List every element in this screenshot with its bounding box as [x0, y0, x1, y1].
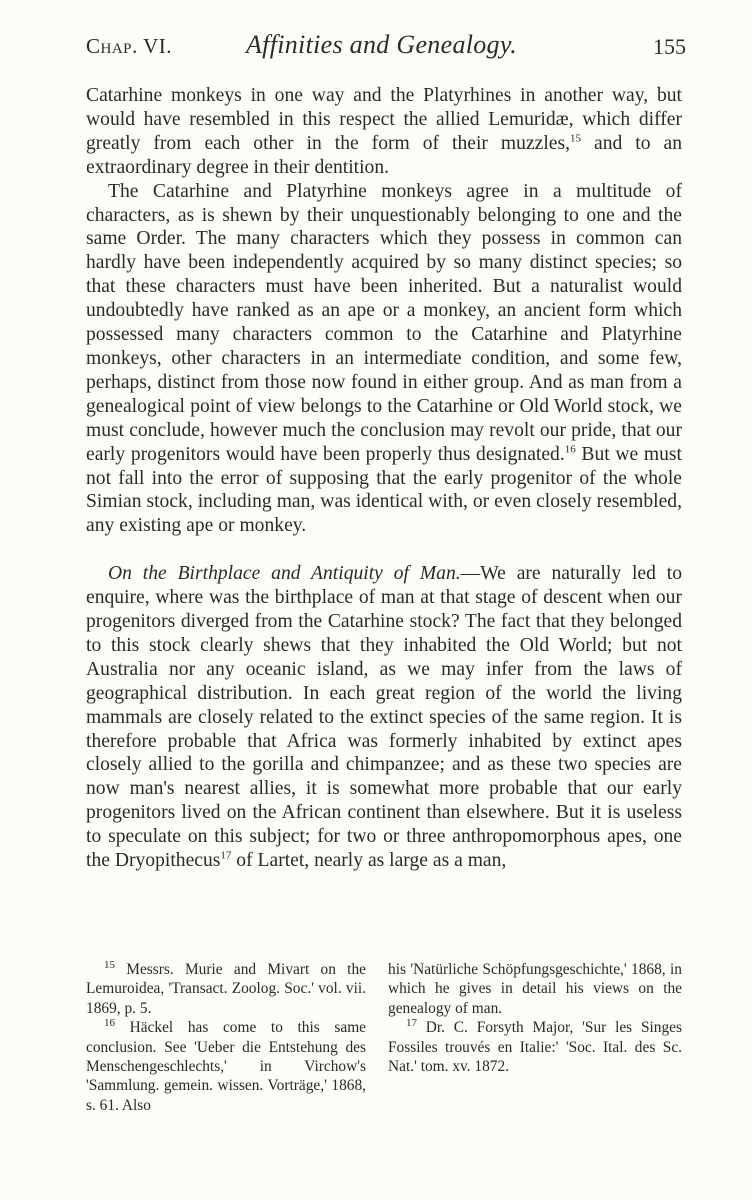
footnote-16-text: Häckel has come to this same conclusion. See 'Ueber die Entstehung des Menschengeschlechts,' in Virchow's 'Sammlung. gemein. wissen. Vorträge,' 1868, s. 61. Also: [86, 1019, 366, 1114]
paragraph-1: [86, 84, 682, 180]
paragraph-3-tail: of Lartet, nearly as large as a man,: [231, 850, 507, 872]
running-title: Affinities and Genealogy.: [246, 30, 518, 59]
footnote-16-continued: [388, 960, 682, 1018]
footnote-17: [388, 1018, 682, 1076]
footnote-ref-15: 15: [570, 132, 582, 145]
paragraph-3-text: —We are naturally led to enquire, where was the birthplace of man at that stage of descent when our progenitors diverged from the Catarhine stock? The fact that they belonged to this stock clearly shews that they inhabited the Old World; but not Australia nor any oceanic island, as we may infer from the laws of geographical distribution. In each great region of the world the living mammals are closely related to the extinct species of the same region. It is therefore probable that Africa was formerly inhabited by extinct apes closely allied to the gorilla and chimpanzee; and as these two species are now man's nearest allies, it is somewhat more probable that our early progenitors lived on the African continent than elsewhere. But it is useless to speculate on this subject; for two or three anthropomorphous apes, one the Dryopithecus: [86, 563, 683, 872]
footnote-ref-17: 17: [220, 849, 232, 862]
section-heading: On the Birthplace and Antiquity of Man.: [108, 563, 461, 585]
footnote-15: [86, 960, 366, 1018]
footnotes-left-column: [86, 960, 366, 1115]
paragraph-1-text: Catarhine monkeys in one way and the Platyrhines in another way, but would have resembled in this respect the allied Lemuridæ, which differ greatly from each other in the form of their muzzles,: [86, 85, 682, 154]
footnote-ref-16: 16: [564, 443, 576, 456]
running-head: [86, 30, 686, 66]
footnote-17-text: Dr. C. Forsyth Major, 'Sur les Singes Fossiles trouvés en Italie:' 'Soc. Ital. des Sc. Nat.' tom. xv. 1872.: [388, 1019, 682, 1076]
footnote-17-number: 17: [406, 1017, 417, 1030]
paragraph-2: [86, 180, 682, 539]
paragraph-2-tail: But we must not fall into the error of supposing that the early progenitor of the whole Simian stock, including man, was identical with, or even closely resembled, any existing ape or monkey.: [86, 443, 682, 537]
footnote-16: [86, 1018, 366, 1115]
footnote-16-number: 16: [104, 1017, 115, 1030]
chapter-label: Chap. VI.: [86, 34, 173, 58]
footnote-15-text: Messrs. Murie and Mivart on the Lemuroidea, 'Transact. Zoolog. Soc.' vol. vii. 1869, p. 5.: [86, 961, 366, 1017]
paragraph-1-tail: and to an extraordinary degree in their dentition.: [86, 132, 682, 178]
footnotes-right-column: [388, 960, 682, 1076]
paragraph-3: [86, 562, 682, 873]
page-number: 155: [653, 34, 686, 59]
footnote-15-number: 15: [104, 958, 115, 971]
main-text: [86, 84, 682, 873]
paragraph-2-text: The Catarhine and Platyrhine monkeys agree in a multitude of characters, as is shewn by their unquestionably belonging to one and the same Order. The many characters which they possess in common can hardly have been independently acquired by so many distinct species; so that these characters must have been inherited. But a naturalist would undoubtedly have ranked as an ape or a monkey, an ancient form which possessed many characters common to the Catarhine and Platyrhine monkeys, other characters in an intermediate condition, and some few, perhaps, distinct from those now found in either group. And as man from a genealogical point of view belongs to the Catarhine or Old World stock, we must conclude, however much the conclusion may revolt our pride, that our early progenitors would have been properly thus designated.: [86, 180, 682, 465]
footnote-16-continued-text: his 'Natürliche Schöpfungsgeschichte,' 1868, in which he gives in detail his views on the genealogy of man.: [388, 961, 682, 1017]
